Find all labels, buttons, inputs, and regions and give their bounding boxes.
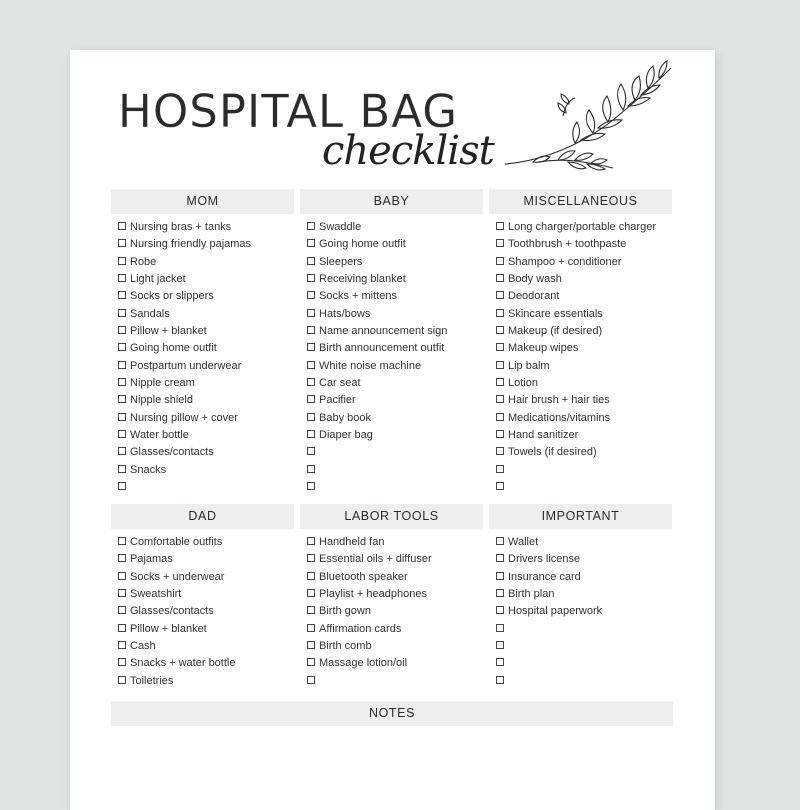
checklist-item[interactable] — [111, 638, 294, 655]
checkbox-icon[interactable] — [496, 291, 504, 299]
checklist-item-label: Glasses/contacts — [130, 446, 214, 459]
checkbox-icon[interactable] — [496, 430, 504, 438]
checklist-item[interactable] — [489, 358, 672, 375]
checklist-item[interactable] — [489, 306, 672, 323]
section-heading: BABY — [300, 189, 483, 214]
section-miscellaneous — [489, 189, 672, 497]
checklist-item[interactable] — [489, 655, 672, 672]
checklist-item[interactable] — [111, 621, 294, 638]
checkbox-icon[interactable] — [496, 239, 504, 247]
checklist-item[interactable] — [300, 323, 483, 340]
checklist-item[interactable] — [111, 254, 294, 271]
checklist-item[interactable] — [489, 621, 672, 638]
checklist-item-label: Sweatshirt — [130, 588, 182, 601]
checklist-item-label: Car seat — [319, 377, 361, 390]
checklist-item-label: Nursing bras + tanks — [130, 221, 232, 233]
checklist-items — [300, 534, 483, 690]
section-heading: MOM — [111, 189, 294, 214]
checkbox-icon[interactable] — [496, 309, 504, 317]
checklist-item[interactable] — [489, 392, 672, 409]
checkbox-icon[interactable] — [307, 343, 315, 351]
checkbox-icon[interactable] — [118, 361, 126, 369]
checklist-items — [111, 534, 294, 690]
checklist-item[interactable] — [489, 673, 672, 690]
checkbox-icon[interactable] — [496, 606, 504, 614]
checkbox-icon[interactable] — [118, 257, 126, 265]
checklist-item[interactable] — [111, 288, 294, 305]
checkbox-icon[interactable] — [118, 572, 126, 580]
checklist-item[interactable] — [111, 673, 294, 690]
checklist-item[interactable] — [111, 219, 294, 236]
checklist-item[interactable] — [489, 340, 672, 357]
checkbox-icon[interactable] — [118, 395, 126, 403]
checklist-item-label: Lotion — [508, 377, 538, 390]
checklist-item-label: Cash — [130, 640, 156, 653]
checkbox-icon[interactable] — [307, 447, 315, 455]
checkbox-icon[interactable] — [118, 482, 126, 490]
checkbox-icon[interactable] — [496, 274, 504, 282]
checklist-item[interactable] — [111, 427, 294, 444]
checklist-item[interactable] — [300, 479, 483, 496]
checklist-item[interactable] — [300, 375, 483, 392]
checkbox-icon[interactable] — [496, 676, 504, 684]
checklist-item[interactable] — [111, 375, 294, 392]
checkbox-icon[interactable] — [496, 482, 504, 490]
checklist-item-label: Birth comb — [319, 640, 372, 653]
checkbox-icon[interactable] — [307, 222, 315, 230]
checklist-item-label: Snacks — [130, 463, 167, 476]
checklist-item[interactable] — [300, 392, 483, 409]
checkbox-icon[interactable] — [496, 343, 504, 351]
checkbox-icon[interactable] — [496, 413, 504, 421]
checklist-item-label: Nursing pillow + cover — [130, 411, 238, 424]
checkbox-icon[interactable] — [307, 572, 315, 580]
checklist-item[interactable] — [111, 586, 294, 603]
checkbox-icon[interactable] — [118, 641, 126, 649]
checkbox-icon[interactable] — [496, 222, 504, 230]
checklist-item[interactable] — [489, 444, 672, 461]
checkbox-icon[interactable] — [307, 257, 315, 265]
checklist-items — [489, 219, 672, 497]
checklist-item-label: Water bottle — [130, 429, 189, 442]
checklist-item-label: Going home outfit — [130, 342, 217, 355]
section-heading: IMPORTANT — [489, 504, 672, 529]
checklist-item-label: Hair brush + hair ties — [508, 394, 610, 407]
checkbox-icon[interactable] — [307, 430, 315, 438]
checkbox-icon[interactable] — [118, 554, 126, 562]
checklist-item[interactable] — [489, 323, 672, 340]
checkbox-icon[interactable] — [118, 378, 126, 386]
checklist-item-label: Bluetooth speaker — [319, 570, 408, 583]
checklist-item[interactable] — [300, 219, 483, 236]
checklist-item[interactable] — [489, 375, 672, 392]
checklist-item[interactable] — [489, 236, 672, 253]
checklist-item[interactable] — [111, 655, 294, 672]
checklist-item-label: Birth plan — [508, 588, 555, 601]
checkbox-icon[interactable] — [496, 465, 504, 473]
checklist-item-label: Name announcement sign — [319, 325, 448, 338]
checklist-item[interactable] — [300, 288, 483, 305]
checklist-item[interactable] — [300, 569, 483, 586]
section-important — [489, 504, 672, 690]
checklist-item-label: Sleepers — [319, 255, 363, 268]
checklist-item-label: Nipple shield — [130, 394, 193, 407]
checkbox-icon[interactable] — [307, 326, 315, 334]
checklist-item[interactable] — [300, 340, 483, 357]
checklist-item-label: Affirmation cards — [319, 622, 402, 635]
checkbox-icon[interactable] — [118, 222, 126, 230]
checklist-item-label: Baby book — [319, 411, 371, 424]
checklist-item-label: Makeup (if desired) — [508, 325, 603, 338]
section-heading: MISCELLANEOUS — [489, 189, 672, 214]
checklist-item-label: Pillow + blanket — [130, 622, 207, 635]
checklist-item-label: Diaper bag — [319, 429, 373, 442]
section-baby — [300, 189, 483, 497]
section-labor-tools — [300, 504, 483, 690]
checklist-item[interactable] — [300, 444, 483, 461]
title-word-bag: BAG — [359, 85, 459, 138]
checkbox-icon[interactable] — [118, 676, 126, 684]
checkbox-icon[interactable] — [118, 624, 126, 632]
checklist-item-label: Skincare essentials — [508, 307, 603, 320]
checkbox-icon[interactable] — [307, 309, 315, 317]
checklist-item-label: Light jacket — [130, 273, 186, 286]
checkbox-icon[interactable] — [307, 291, 315, 299]
checkbox-icon[interactable] — [118, 658, 126, 666]
checklist-item-label: Toothbrush + toothpaste — [508, 238, 627, 251]
checkbox-icon[interactable] — [496, 658, 504, 666]
checklist-item[interactable] — [111, 551, 294, 568]
checkbox-icon[interactable] — [118, 589, 126, 597]
checklist-item[interactable] — [489, 219, 672, 236]
checklist-items — [300, 219, 483, 497]
checklist-item-label: Playlist + headphones — [319, 588, 427, 601]
checkbox-icon[interactable] — [118, 274, 126, 282]
checkbox-icon[interactable] — [307, 378, 315, 386]
checklist-item[interactable] — [300, 603, 483, 620]
checklist-item-label: Hats/bows — [319, 307, 371, 320]
checkbox-icon[interactable] — [496, 554, 504, 562]
checklist-item-label: Massage lotion/oil — [319, 657, 408, 670]
checkbox-icon[interactable] — [307, 624, 315, 632]
checklist-item-label: Makeup wipes — [508, 342, 579, 355]
checklist-item[interactable] — [111, 306, 294, 323]
checklist-item[interactable] — [111, 236, 294, 253]
checklist-item[interactable] — [111, 534, 294, 551]
checkbox-icon[interactable] — [496, 378, 504, 386]
checkbox-icon[interactable] — [307, 361, 315, 369]
checklist-item[interactable] — [300, 410, 483, 427]
checkbox-icon[interactable] — [307, 274, 315, 282]
checklist-item-label: Drivers license — [508, 553, 581, 566]
checklist-item-label: Nursing friendly pajamas — [130, 238, 252, 251]
checklist-item[interactable] — [300, 638, 483, 655]
checklist-item-label: Medications/vitamins — [508, 411, 611, 424]
checklist-item[interactable] — [300, 306, 483, 323]
checklist-item-label: Going home outfit — [319, 238, 406, 251]
checklist-item[interactable] — [300, 427, 483, 444]
section-mom — [111, 189, 294, 497]
checklist-item[interactable] — [111, 479, 294, 496]
checklist-item[interactable] — [111, 358, 294, 375]
checklist-item[interactable] — [489, 271, 672, 288]
checklist-item[interactable] — [489, 462, 672, 479]
checklist-item[interactable] — [111, 340, 294, 357]
checklist-item-label: Snacks + water bottle — [130, 657, 236, 670]
checklist-item[interactable] — [111, 462, 294, 479]
checkbox-icon[interactable] — [118, 326, 126, 334]
checklist-item-label: Handheld fan — [319, 536, 385, 548]
checklist-item[interactable] — [111, 444, 294, 461]
checklist-item-label: Essential oils + diffuser — [319, 553, 432, 566]
checklist-item[interactable] — [489, 427, 672, 444]
checkbox-icon[interactable] — [307, 658, 315, 666]
checklist-item[interactable] — [300, 586, 483, 603]
checkbox-icon[interactable] — [307, 676, 315, 684]
checklist-item[interactable] — [111, 603, 294, 620]
checkbox-icon[interactable] — [496, 447, 504, 455]
checklist-item-label: Body wash — [508, 273, 562, 286]
checkbox-icon[interactable] — [307, 589, 315, 597]
checklist-item[interactable] — [489, 569, 672, 586]
checklist-item-label: Insurance card — [508, 570, 581, 583]
checklist-item[interactable] — [489, 551, 672, 568]
checklist-item-label: Hand sanitizer — [508, 429, 579, 442]
checklist-item-label: Socks + underwear — [130, 570, 225, 583]
checkbox-icon[interactable] — [307, 537, 315, 545]
checkbox-icon[interactable] — [307, 413, 315, 421]
checklist-item[interactable] — [300, 271, 483, 288]
checkbox-icon[interactable] — [496, 641, 504, 649]
checklist-item[interactable] — [489, 288, 672, 305]
checklist-item-label: Glasses/contacts — [130, 605, 214, 618]
checklist-item-label: Pajamas — [130, 553, 173, 566]
checklist-item-label: Comfortable outfits — [130, 536, 223, 548]
checklist-item[interactable] — [300, 673, 483, 690]
checklist-item-label: Long charger/portable charger — [508, 221, 656, 233]
checklist-page — [70, 50, 715, 810]
checklist-item-label: Socks + mittens — [319, 290, 397, 303]
checklist-item-label: Birth gown — [319, 605, 371, 618]
checklist-item[interactable] — [111, 569, 294, 586]
checklist-item-label: Sandals — [130, 307, 170, 320]
checklist-item-label: Socks or slippers — [130, 290, 214, 303]
checklist-item[interactable] — [300, 534, 483, 551]
checklist-item-label: Birth announcement outfit — [319, 342, 445, 355]
section-dad — [111, 504, 294, 690]
checklist-item[interactable] — [489, 586, 672, 603]
checklist-item-label: Pacifier — [319, 394, 356, 407]
section-heading: LABOR TOOLS — [300, 504, 483, 529]
checklist-item[interactable] — [300, 621, 483, 638]
checklist-item[interactable] — [489, 410, 672, 427]
checklist-item-label: Deodorant — [508, 290, 560, 303]
checklist-item-label: Toiletries — [130, 674, 174, 687]
checkbox-icon[interactable] — [496, 361, 504, 369]
checklist-item-label: Robe — [130, 255, 157, 268]
checklist-item[interactable] — [489, 534, 672, 551]
checkbox-icon[interactable] — [307, 395, 315, 403]
checklist-item[interactable] — [111, 271, 294, 288]
checkbox-icon[interactable] — [118, 413, 126, 421]
checklist-item[interactable] — [111, 392, 294, 409]
checkbox-icon[interactable] — [496, 257, 504, 265]
checkbox-icon[interactable] — [118, 606, 126, 614]
checkbox-icon[interactable] — [118, 343, 126, 351]
checklist-item[interactable] — [489, 479, 672, 496]
checkbox-icon[interactable] — [496, 572, 504, 580]
checklist-item-label: Postpartum underwear — [130, 359, 242, 372]
checkbox-icon[interactable] — [118, 309, 126, 317]
checklist-item-label: Towels (if desired) — [508, 446, 597, 459]
title-word-hospital: HOSPITAL — [118, 85, 345, 138]
checklist-item[interactable] — [111, 323, 294, 340]
checklist-item-label: Receiving blanket — [319, 273, 406, 286]
checkbox-icon[interactable] — [118, 430, 126, 438]
checklist-item-label: Lip balm — [508, 359, 550, 372]
checkbox-icon[interactable] — [118, 239, 126, 247]
section-heading: DAD — [111, 504, 294, 529]
checklist-item-label: Pillow + blanket — [130, 325, 207, 338]
checklist-item[interactable] — [300, 551, 483, 568]
checklist-item[interactable] — [300, 254, 483, 271]
checklist-item-label: Hospital paperwork — [508, 605, 603, 618]
notes-heading: NOTES — [111, 701, 673, 726]
checklist-item[interactable] — [489, 254, 672, 271]
checkbox-icon[interactable] — [118, 447, 126, 455]
checklist-items — [489, 534, 672, 690]
checkbox-icon[interactable] — [307, 482, 315, 490]
checklist-item-label: White noise machine — [319, 359, 422, 372]
checklist-item[interactable] — [300, 236, 483, 253]
checkbox-icon[interactable] — [496, 624, 504, 632]
checklist-item-label: Shampoo + conditioner — [508, 255, 622, 268]
checkbox-icon[interactable] — [307, 465, 315, 473]
checklist-item[interactable] — [489, 638, 672, 655]
checkbox-icon[interactable] — [307, 239, 315, 247]
checklist-item-label: Nipple cream — [130, 377, 195, 390]
leaf-sprig-icon — [503, 58, 673, 173]
checkbox-icon[interactable] — [496, 395, 504, 403]
checklist-item[interactable] — [300, 358, 483, 375]
checkbox-icon[interactable] — [496, 589, 504, 597]
checklist-item-label: Wallet — [508, 536, 539, 548]
checkbox-icon[interactable] — [496, 326, 504, 334]
checklist-item[interactable] — [300, 655, 483, 672]
checkbox-icon[interactable] — [307, 641, 315, 649]
checkbox-icon[interactable] — [307, 606, 315, 614]
checklist-item[interactable] — [300, 462, 483, 479]
checkbox-icon[interactable] — [118, 291, 126, 299]
checkbox-icon[interactable] — [118, 465, 126, 473]
checklist-items — [111, 219, 294, 497]
checkbox-icon[interactable] — [307, 554, 315, 562]
page-subtitle: checklist — [322, 128, 494, 174]
checklist-item[interactable] — [489, 603, 672, 620]
checklist-item-label: Swaddle — [319, 221, 362, 233]
checklist-item[interactable] — [111, 410, 294, 427]
checkbox-icon[interactable] — [118, 537, 126, 545]
checkbox-icon[interactable] — [496, 537, 504, 545]
